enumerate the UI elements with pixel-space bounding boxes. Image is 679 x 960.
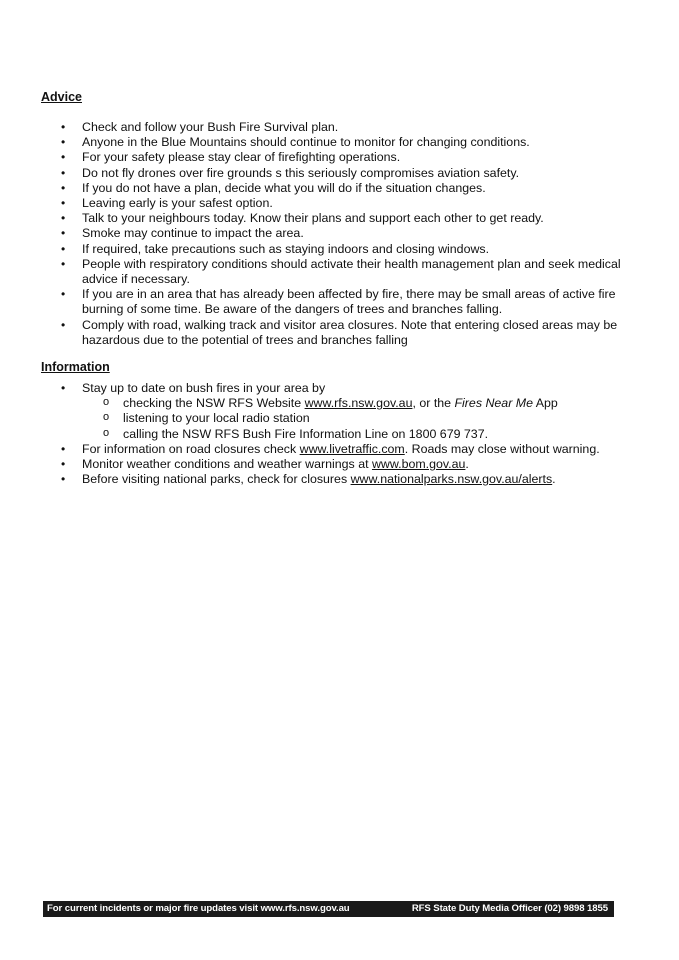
list-item — [0, 457, 679, 472]
info-item-suffix: . — [465, 457, 469, 472]
bullet-icon: • — [61, 241, 66, 256]
advice-item-text: If you are in an area that has already been affected by fire, there may be small areas of active fire burning of some time. Be aware of the dangers of trees and branches falling. — [82, 287, 616, 317]
rfs-website-link[interactable]: www.rfs.nsw.gov.au — [304, 396, 413, 411]
bom-link[interactable]: www.bom.gov.au — [371, 457, 466, 472]
list-item — [0, 442, 679, 457]
info-item-suffix: . — [552, 472, 556, 487]
list-item — [0, 257, 679, 287]
information-heading: Information — [41, 360, 110, 374]
info-item-suffix: . Roads may close without warning. — [404, 441, 600, 456]
national-parks-alerts-link[interactable]: www.nationalparks.nsw.gov.au/alerts — [350, 472, 553, 487]
sublist-item — [82, 427, 639, 442]
advice-item-text: Smoke may continue to impact the area. — [82, 226, 304, 241]
hollow-bullet-icon: o — [103, 411, 110, 424]
list-item — [0, 211, 679, 226]
info-sublist — [82, 396, 639, 442]
advice-item-text: Leaving early is your safest option. — [82, 196, 273, 211]
sub-item-suffix: App — [532, 396, 558, 411]
hollow-bullet-icon: o — [103, 426, 110, 439]
advice-item-text: If you do not have a plan, decide what you will do if the situation changes. — [82, 180, 486, 195]
fires-near-me-app-name: Fires Near Me — [454, 396, 533, 411]
footer-media-officer-text: RFS State Duty Media Officer (02) 9898 1855 — [411, 903, 608, 914]
bullet-icon: • — [61, 441, 66, 456]
sub-item-prefix: checking the NSW RFS Website — [123, 396, 305, 411]
livetraffic-link[interactable]: www.livetraffic.com — [299, 441, 405, 456]
advice-item-text: People with respiratory conditions should activate their health management plan and seek medical advice if necessary. — [82, 256, 621, 287]
list-item — [0, 226, 679, 241]
bullet-icon: • — [61, 135, 66, 150]
bullet-icon: • — [61, 165, 66, 180]
info-item-text: Stay up to date on bush fires in your area by — [82, 381, 326, 395]
information-list — [0, 381, 679, 487]
advice-item-text: Comply with road, walking track and visitor area closures. Note that entering closed areas may be hazardous due to the potential of trees and branches falling — [82, 317, 618, 347]
bullet-icon: • — [61, 317, 66, 332]
bullet-icon: • — [61, 256, 66, 271]
list-item — [0, 120, 679, 135]
footer-incidents-text: For current incidents or major fire updates visit www.rfs.nsw.gov.au — [47, 903, 350, 914]
sublist-item — [82, 411, 639, 426]
info-item-prefix: Before visiting national parks, check for closures — [82, 472, 351, 487]
advice-item-text: For your safety please stay clear of firefighting operations. — [82, 150, 401, 165]
sub-item-text: listening to your local radio station — [123, 411, 310, 426]
list-item — [0, 242, 679, 257]
list-item — [0, 381, 679, 442]
bullet-icon: • — [61, 226, 66, 241]
advice-item-text: Check and follow your Bush Fire Survival plan. — [82, 120, 339, 134]
sublist-item — [82, 396, 639, 411]
advice-item-text: If required, take precautions such as staying indoors and closing windows. — [82, 241, 490, 256]
bullet-icon: • — [61, 196, 66, 211]
hollow-bullet-icon: o — [103, 396, 110, 409]
list-item — [0, 287, 679, 317]
list-item — [0, 181, 679, 196]
list-item — [0, 150, 679, 165]
bullet-icon: • — [61, 150, 66, 165]
bullet-icon: • — [61, 287, 66, 302]
info-item-prefix: Monitor weather conditions and weather warnings at — [82, 457, 372, 472]
list-item — [0, 166, 679, 181]
sub-item-middle: , or the — [412, 396, 455, 411]
bullet-icon: • — [61, 120, 66, 134]
sub-item-text: calling the NSW RFS Bush Fire Information Line on 1800 679 737. — [123, 426, 489, 441]
advice-item-text: Do not fly drones over fire grounds s this seriously compromises aviation safety. — [82, 165, 520, 180]
bullet-icon: • — [61, 457, 66, 472]
bullet-icon: • — [61, 472, 66, 487]
footer-bar — [43, 901, 614, 917]
advice-list — [0, 120, 679, 348]
info-item-prefix: For information on road closures check — [82, 441, 300, 456]
advice-heading: Advice — [41, 90, 82, 104]
bullet-icon: • — [61, 381, 66, 395]
bullet-icon: • — [61, 180, 66, 195]
list-item — [0, 135, 679, 150]
list-item — [0, 318, 679, 348]
list-item — [0, 472, 679, 487]
list-item — [0, 196, 679, 211]
advice-item-text: Talk to your neighbours today. Know their plans and support each other to get ready. — [82, 211, 544, 226]
advice-item-text: Anyone in the Blue Mountains should continue to monitor for changing conditions. — [82, 135, 530, 150]
bullet-icon: • — [61, 211, 66, 226]
